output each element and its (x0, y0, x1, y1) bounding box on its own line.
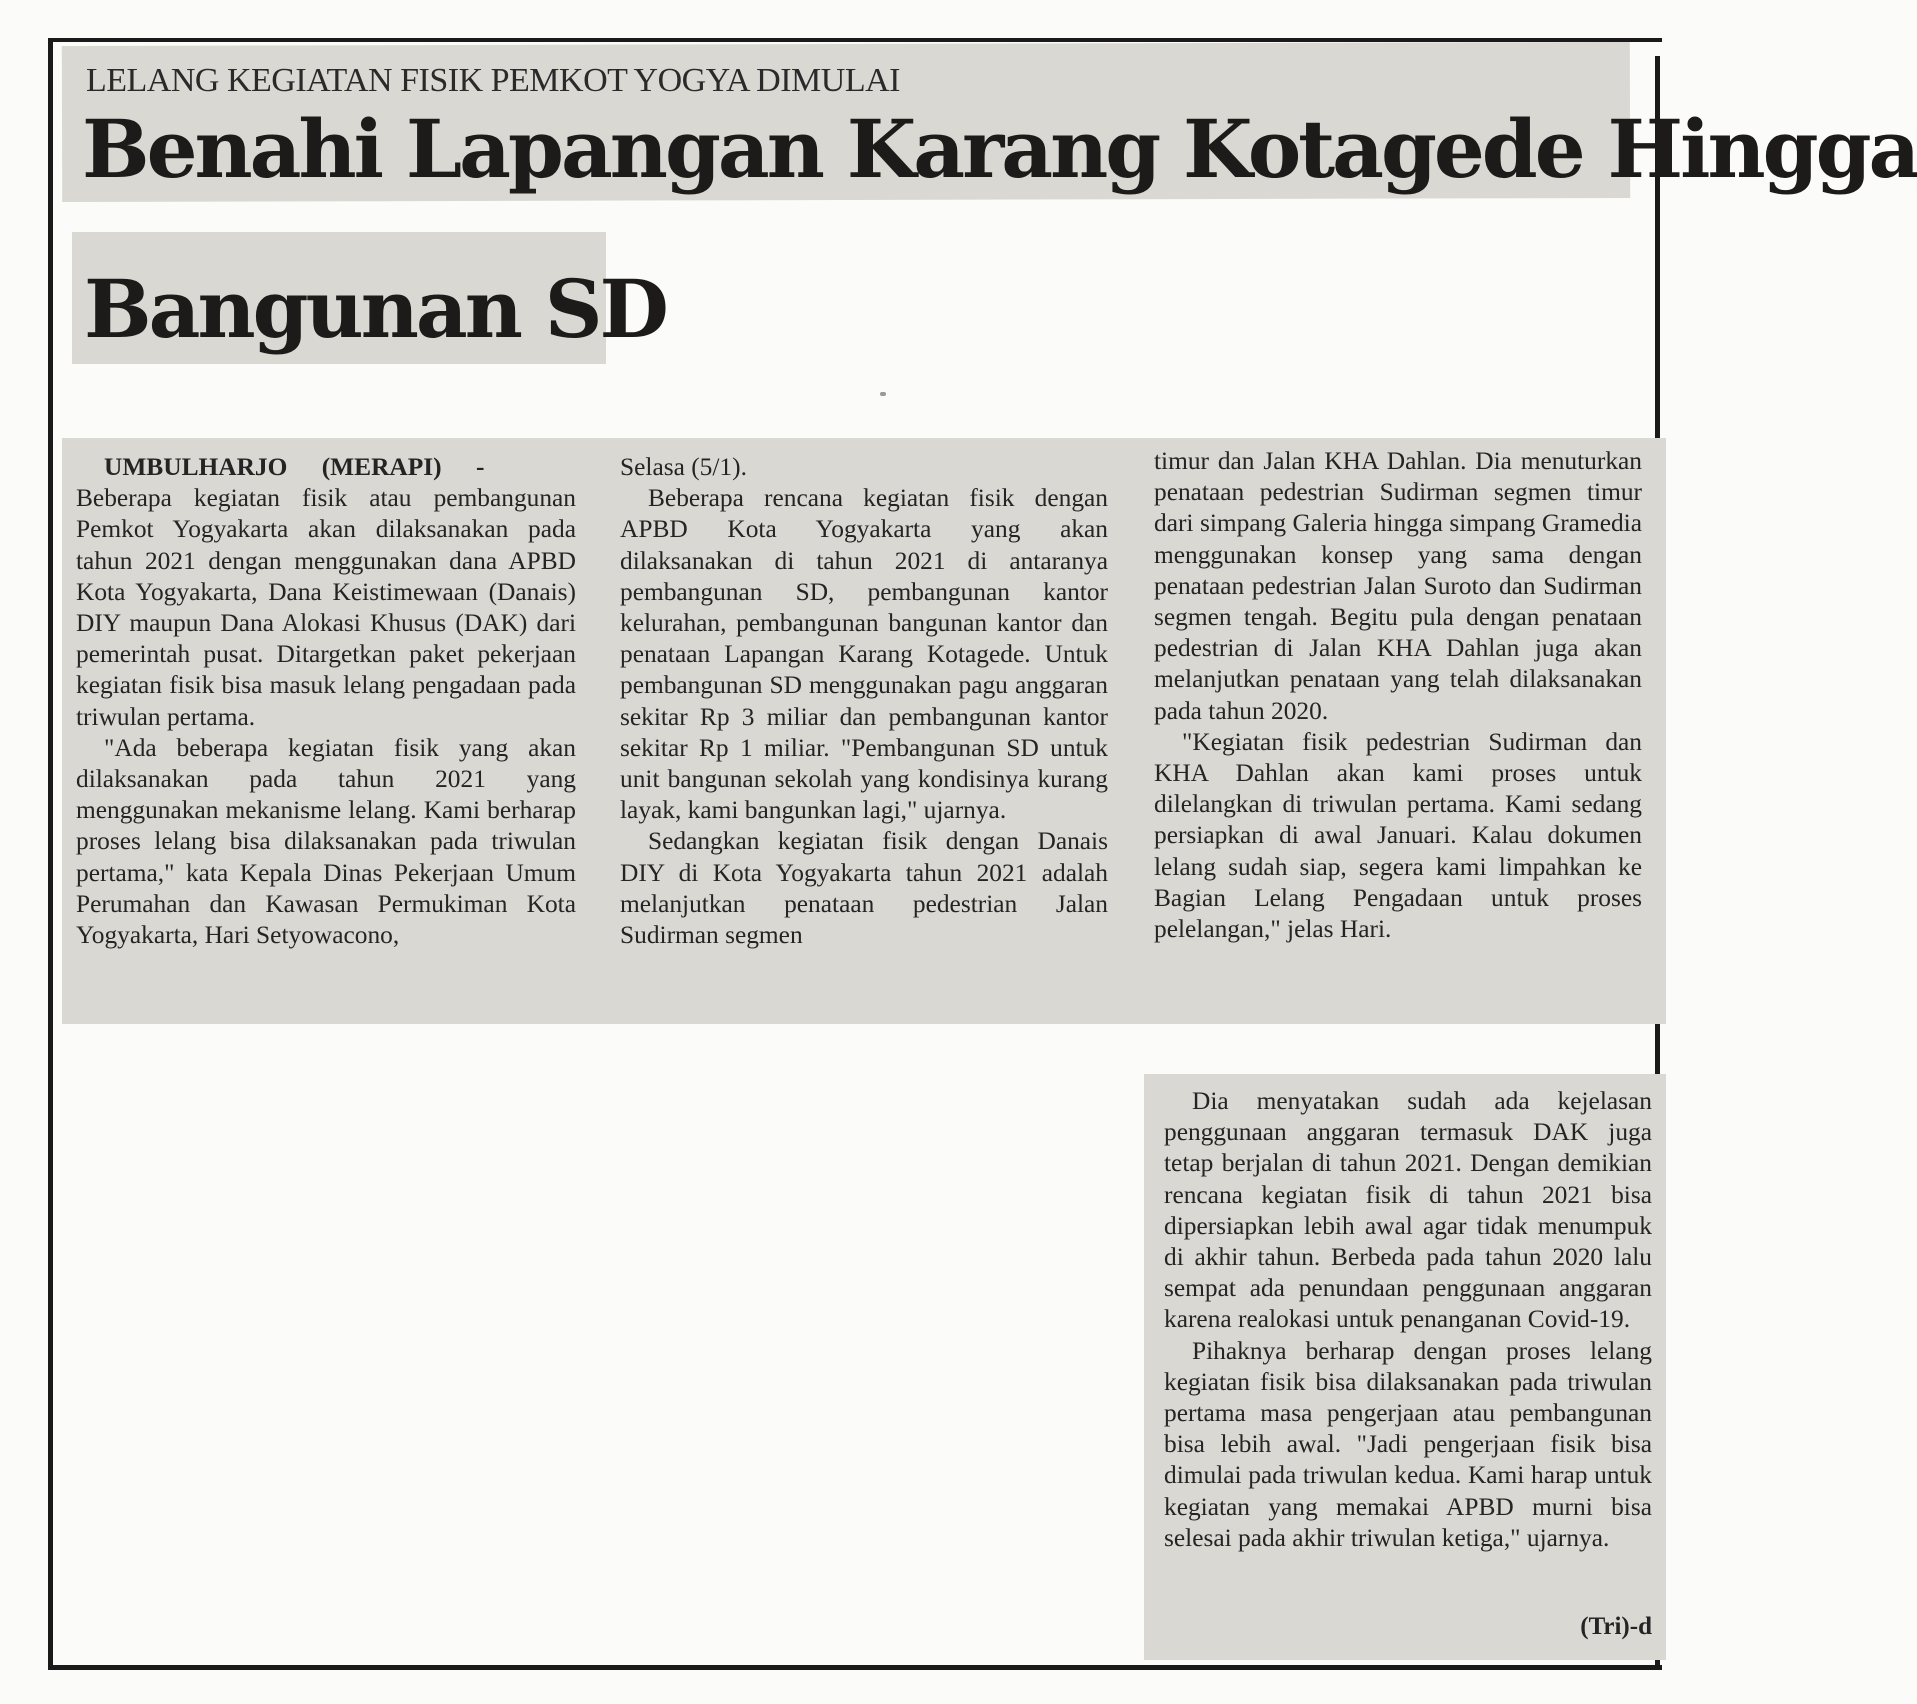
paragraph: Dia menyatakan sudah ada kejelasan penggunaan anggaran termasuk DAK juga tetap berjalan di tahun 2021. Dengan demikian rencana kegiatan fisik di tahun 2021 bisa dipersiapkan lebih awal agar tidak menumpuk di akhir tahun. Berbeda pada tahun 2020 lalu sempat ada penundaan penggunaan anggaran karena realokasi untuk penanganan Covid-19. (1164, 1087, 1652, 1334)
article-column-2 (620, 452, 1108, 951)
article-column-1 (76, 452, 576, 951)
print-speck (880, 392, 886, 396)
article-headline-line-1: Benahi Lapangan Karang Kotagede Hingga (82, 102, 1917, 196)
paragraph: "Kegiatan fisik pedestrian Sudirman dan KHA Dahlan akan kami proses untuk dilelangkan di triwulan pertama. Kami sedang persiapkan di awal Januari. Kalau dokumen lelang sudah siap, segera kami limpahkan ke Bagian Lelang Pengadaan untuk proses pelelangan," jelas Hari. (1154, 727, 1642, 944)
paragraph: timur dan Jalan KHA Dahlan. Dia menuturkan penataan pedestrian Sudirman segmen timur dari simpang Galeria hingga simpang Gramedia menggunakan konsep yang sama dengan penataan pedestrian Jalan Suroto dan Sudirman segmen tengah. Begitu pula dengan penataan pedestrian di Jalan KHA Dahlan juga akan melanjutkan penataan yang telah dilaksanakan pada tahun 2020. (1154, 447, 1642, 725)
article-byline: (Tri)-d (1580, 1612, 1652, 1640)
paragraph: "Ada beberapa kegiatan fisik yang akan dilaksanakan pada tahun 2021 yang menggunakan mekanisme lelang. Kami berharap proses lelang bisa dilaksanakan pada triwulan pertama," kata Kepala Dinas Pekerjaan Umum Perumahan dan Kawasan Permukiman Kota Yogyakarta, Hari Setyowacono, (76, 733, 576, 950)
paragraph: Beberapa rencana kegiatan fisik dengan APBD Kota Yogyakarta yang akan dilaksanakan di tahun 2021 di antaranya pembangunan SD, pembangunan kantor kelurahan, pembangunan bangunan kantor dan penataan Lapangan Karang Kotagede. Untuk pembangunan SD menggunakan pagu anggaran sekitar Rp 3 miliar dan pembangunan kantor sekitar Rp 1 miliar. "Pembangunan SD untuk unit bangunan sekolah yang kondisinya kurang layak, kami bangunkan lagi," ujarnya. (620, 484, 1108, 825)
paragraph: Beberapa kegiatan fisik atau pembangunan Pemkot Yogyakarta akan dilaksanakan pada tahun 2021 dengan menggunakan dana APBD Kota Yogyakarta, Dana Keistimewaan (Danais) DIY maupun Dana Alokasi Khusus (DAK) dari pemerintah pusat. Ditargetkan paket pekerjaan kegiatan fisik bisa masuk lelang pengadaan pada triwulan pertama. (76, 484, 576, 731)
article-dateline: UMBULHARJO (MERAPI) - (104, 453, 485, 481)
article-column-3 (1154, 446, 1642, 945)
article-headline-line-2: Bangunan SD (84, 262, 666, 356)
article-kicker: LELANG KEGIATAN FISIK PEMKOT YOGYA DIMULAI (86, 62, 900, 99)
paragraph: Sedangkan kegiatan fisik dengan Danais DIY di Kota Yogyakarta tahun 2021 adalah melanjutkan penataan pedestrian Jalan Sudirman segmen (620, 827, 1108, 950)
article-column-4 (1164, 1086, 1652, 1646)
paragraph: Selasa (5/1). (620, 453, 747, 481)
paragraph: Pihaknya berharap dengan proses lelang kegiatan fisik bisa dilaksanakan pada triwulan pertama masa pengerjaan atau pembangunan bisa lebih awal. "Jadi pengerjaan fisik bisa dimulai pada triwulan kedua. Kami harap untuk kegiatan yang memakai APBD murni bisa selesai pada akhir triwulan ketiga," ujarnya. (1164, 1336, 1652, 1552)
